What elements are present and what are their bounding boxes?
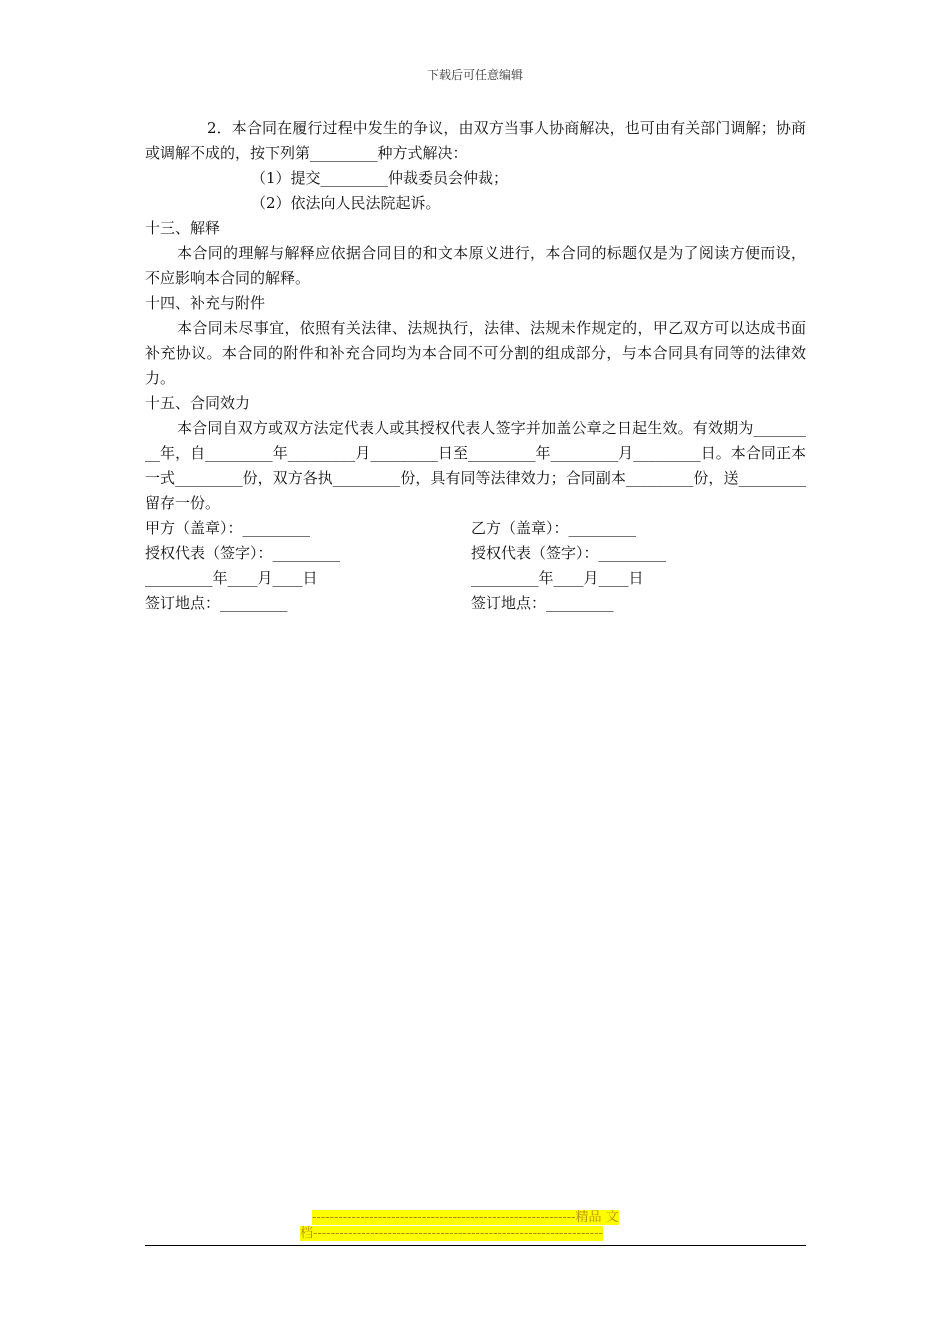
- footer-banner: [300, 1210, 650, 1242]
- footer-banner-line-2: 档------------------------------------------------------------------: [300, 1226, 603, 1241]
- section-heading-13: 十三、解释: [145, 219, 221, 237]
- party-b-date: _________年____月____日: [471, 569, 644, 587]
- party-b-place: 签订地点：_________: [471, 594, 614, 612]
- party-b-representative: 授权代表（签字）：_________: [471, 544, 667, 562]
- signature-row-representative: [145, 541, 806, 566]
- party-a-representative: 授权代表（签字）：_________: [145, 544, 341, 562]
- dispute-clause: 2．本合同在履行过程中发生的争议，由双方当事人协商解决，也可由有关部门调解；协商或调解不成的，按下列第_________种方式解决：: [145, 119, 806, 162]
- party-a-seal: 甲方（盖章）：_________: [145, 519, 311, 537]
- effectiveness-clause: 本合同自双方或双方法定代表人或其授权代表人签字并加盖公章之日起生效。有效期为_________年，自_________年_________月_________日至_________年_________月_________日。本合同正本一式_________份，双方各执_________份，具有同等法律效力；合同副本_________份，送_________留存一份。: [145, 419, 806, 512]
- section-heading-15: 十五、合同效力: [145, 394, 251, 412]
- party-a-date: _________年____月____日: [145, 569, 318, 587]
- footer-banner-line-1: ------------------------------------------------------------精品 文: [312, 1210, 619, 1225]
- option-arbitration: （1）提交_________仲裁委员会仲裁；: [251, 169, 509, 187]
- document-body: [145, 116, 806, 616]
- signature-row-seal: [145, 516, 806, 541]
- party-a-place: 签订地点：_________: [145, 594, 288, 612]
- header-note: 下载后可任意编辑: [426, 68, 523, 82]
- option-litigation: （2）依法向人民法院起诉。: [251, 194, 441, 212]
- footer-divider: [145, 1245, 806, 1246]
- party-b-seal: 乙方（盖章）：_________: [471, 519, 637, 537]
- supplement-clause: 本合同未尽事宜，依照有关法律、法规执行，法律、法规未作规定的，甲乙双方可以达成书面补充协议。本合同的附件和补充合同均为本合同不可分割的组成部分，与本合同具有同等的法律效力。: [145, 319, 806, 387]
- section-heading-14: 十四、补充与附件: [145, 294, 266, 312]
- signature-row-place: [145, 591, 806, 616]
- interpretation-clause: 本合同的理解与解释应依据合同目的和文本原义进行，本合同的标题仅是为了阅读方便而设，不应影响本合同的解释。: [145, 244, 806, 287]
- signature-row-date: [145, 566, 806, 591]
